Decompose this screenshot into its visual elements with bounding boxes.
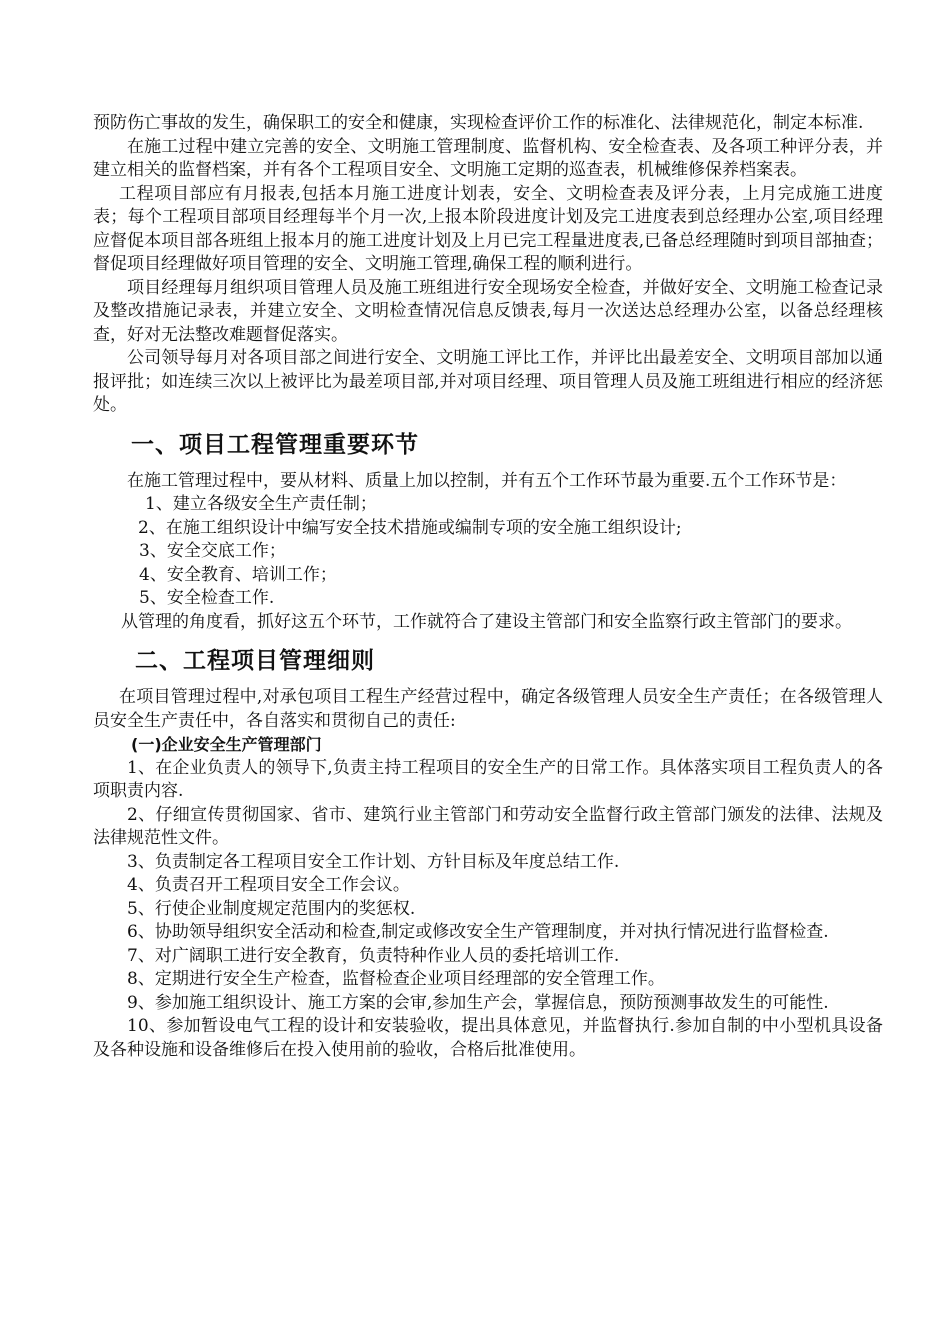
intro-paragraph-3: 工程项目部应有月报表,包括本月施工进度计划表，安全、文明检查表及评分表，上月完成施工进度表；每个工程项目部项目经理每半个月一次,上报本阶段进度计划及完工进度表到总经理办公室,项目经理应督促本项目部各班组上报本月的施工进度计划及上月已完工程量进度表,已备总经理随时到项目部抽查；督促项目经理做好项目管理的安全、文明施工管理,确保工程的顺利进行。 <box>93 183 883 274</box>
section-2-item: 5、行使企业制度规定范围内的奖惩权. <box>127 898 416 919</box>
section-2-item: 8、定期进行安全生产检查，监督检查企业项目经理部的安全管理工作。 <box>127 969 665 989</box>
section-1-item: 3、安全交底工作； <box>139 541 286 561</box>
section-1-heading: 一、项目工程管理重要环节 <box>131 431 419 458</box>
intro-paragraph-4: 项目经理每月组织项目管理人员及施工班组进行安全现场安全检查，并做好安全、文明施工检查记录及整改措施记录表，并建立安全、文明检查情况信息反馈表,每月一次送达总经理办公室，以备总经理核查，好对无法整改难题督促落实。 <box>93 277 883 345</box>
section-2-item: 4、负责召开工程项目安全工作会议。 <box>127 875 410 895</box>
section-1-item: 5、安全检查工作. <box>139 588 275 608</box>
section-2-item: 1、在企业负责人的领导下,负责主持工程项目的安全生产的日常工作。具体落实项目工程负责人的各项职责内容. <box>93 757 883 801</box>
section-2-item: 7、对广阔职工进行安全教育，负责特种作业人员的委托培训工作. <box>127 945 620 966</box>
intro-paragraph-1: 预防伤亡事故的发生，确保职工的安全和健康，实现检查评价工作的标准化、法律规范化，制定本标准. <box>93 113 864 133</box>
section-1-item: 2、在施工组织设计中编写安全技术措施或编制专项的安全施工组织设计; <box>138 517 682 538</box>
section-2-item: 10、参加暂设电气工程的设计和安装验收，提出具体意见，并监督执行.参加自制的中小型机具设备及各种设施和设备维修后在投入使用前的验收，合格后批准使用。 <box>93 1016 883 1060</box>
section-1-item: 4、安全教育、培训工作； <box>139 564 337 585</box>
section-1-item: 1、建立各级安全生产责任制； <box>145 494 377 514</box>
section-2-item: 9、参加施工组织设计、施工方案的会审,参加生产会，掌握信息，预防预测事故发生的可能性. <box>127 992 829 1013</box>
section-2-subheading: (一)企业安全生产管理部门 <box>131 735 322 754</box>
section-2-item: 2、仔细宣传贯彻国家、省市、建筑行业主管部门和劳动安全监督行政主管部门颁发的法律、法规及法律规范性文件。 <box>93 804 883 848</box>
intro-paragraph-5: 公司领导每月对各项目部之间进行安全、文明施工评比工作，并评比出最差安全、文明项目部加以通报评批；如连续三次以上被评比为最差项目部,并对项目经理、项目管理人员及施工班组进行相应的经济惩处。 <box>93 348 883 415</box>
document-page <box>93 112 883 1062</box>
section-2-item: 6、协助领导组织安全活动和检查,制定或修改安全生产管理制度，并对执行情况进行监督检查. <box>127 922 829 942</box>
section-2-intro: 在项目管理过程中,对承包项目工程生产经营过程中，确定各级管理人员安全生产责任；在各级管理人员安全生产责任中，各自落实和贯彻自己的责任: <box>93 687 883 731</box>
section-2-heading: 二、工程项目管理细则 <box>135 648 375 674</box>
section-1-conclusion: 从管理的角度看，抓好这五个环节，工作就符合了建设主管部门和安全监察行政主管部门的要求。 <box>121 611 852 632</box>
section-1-intro: 在施工管理过程中，要从材料、质量上加以控制，并有五个工作环节最为重要.五个工作环节是： <box>127 470 847 491</box>
intro-paragraph-2: 在施工过程中建立完善的安全、文明施工管理制度、监督机构、安全检查表、及各项工种评分表，并建立相关的监督档案，并有各个工程项目安全、文明施工定期的巡查表，机械维修保养档案表。 <box>93 136 883 180</box>
section-2-item: 3、负责制定各工程项目安全工作计划、方针目标及年度总结工作. <box>127 851 620 872</box>
